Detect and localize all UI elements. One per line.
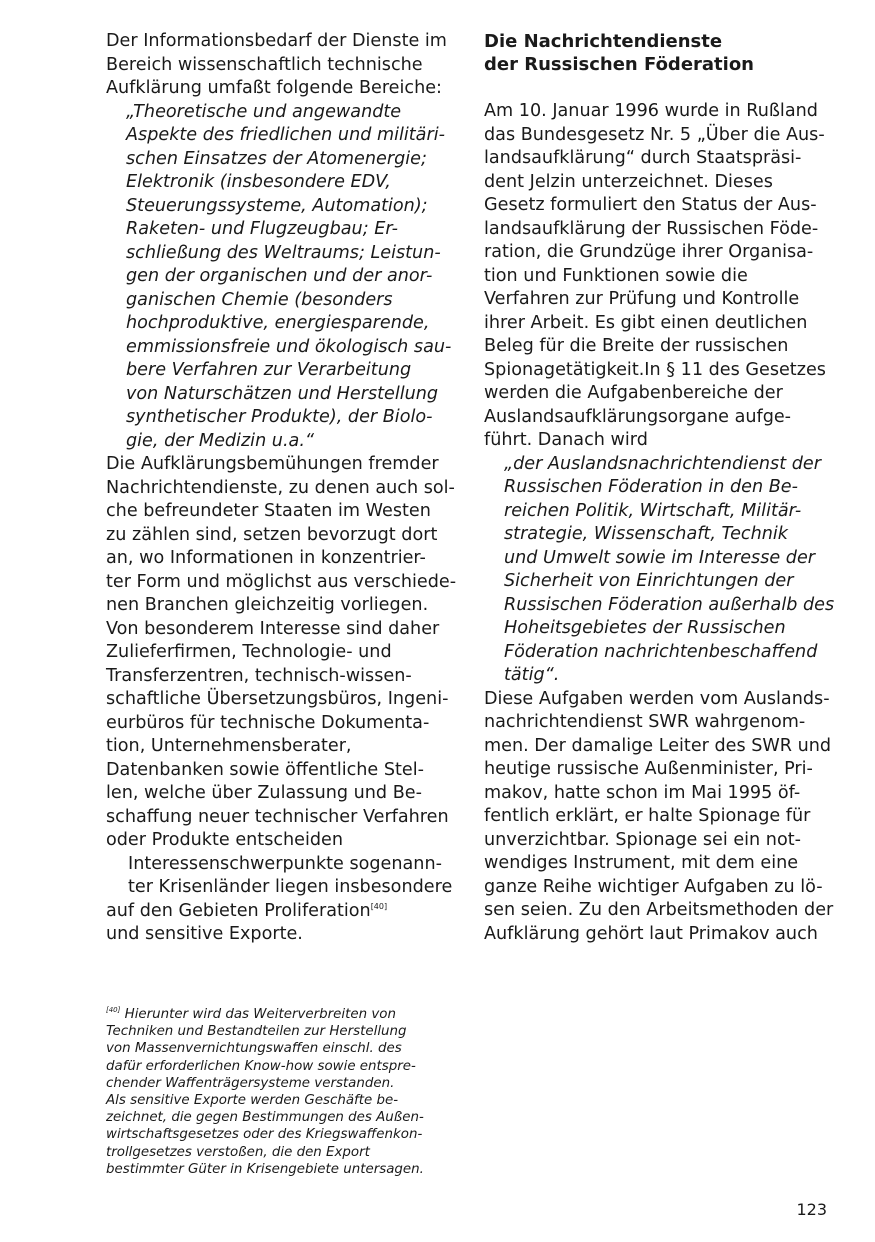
heading-spacer [484,76,829,100]
text-line: Nachrichtendienste, zu denen auch sol- [106,477,455,498]
text-line: Spionagetätigkeit.In § 11 des Gesetzes [484,359,826,380]
text-line: landsaufklärung der Russischen Föde- [484,218,819,239]
left-paragraph-1 [106,30,451,101]
text-line: ter Krisenländer liegen insbesondere [128,877,453,897]
text-line: Von besonderem Interesse sind daher [106,618,440,639]
text-line: Elektronik (insbesondere EDV, [126,172,391,192]
text-line: Die Nachrichtendienste [484,31,723,52]
text-line: trollgesetzes verstoßen, die den Export [106,1144,370,1160]
footnote-marker: [40] [106,1006,121,1014]
text-line: reichen Politik, Wirtschaft, Militär- [504,500,802,521]
text-line: synthetischer Produkte), der Biolo- [126,407,433,427]
footnote-body [106,1023,451,1178]
text-line: Verfahren zur Prüfung und Kontrolle [484,289,800,309]
text-line: fentlich erklärt, er halte Spionage für [484,806,811,826]
text-line: strategie, Wissenschaft, Technik [504,524,788,544]
text-line: wirtschaftsgesetzes oder des Kriegswaffenkon- [106,1127,423,1143]
text-line: Bereich wissenschaftlich technische [106,54,423,75]
text-line: führt. Danach wird [484,430,648,450]
text-line: schen Einsatzes der Atomenergie; [126,148,427,169]
left-quote [106,101,451,454]
footnote-text: Hierunter wird das Weiterverbreiten von [124,1007,396,1022]
text-line: gie, der Medizin u.a.“ [126,430,315,451]
left-paragraph-2 [106,453,457,853]
text-line: Sicherheit von Einrichtungen der [504,571,794,591]
text-line: gen der organischen und der anor- [126,266,433,286]
right-paragraph-2 [484,688,834,947]
text-line: zeichnet, die gegen Bestimmungen des Außen- [106,1110,424,1126]
text-line: ter Form und möglichst aus verschiede- [106,571,457,592]
right-column [484,30,835,946]
text-line: men. Der damalige Leiter des SWR und [484,735,832,756]
text-line: tion und Funktionen sowie die [484,265,748,286]
text-line: landsaufklärung“ durch Staatspräsi- [484,148,802,168]
text-line: Transferzentren, technisch-wissen- [106,665,412,686]
text-line: Am 10. Januar 1996 wurde in Rußland [484,101,818,121]
text-line: Steuerungssysteme, Automation); [126,195,428,216]
text-line: nachrichtendienst SWR wahrgenom- [484,712,806,732]
text-line: ganischen Chemie (besonders [126,289,393,310]
right-paragraph-1 [484,100,829,453]
text-line: Datenbanken sowie öffentliche Stel- [106,759,424,780]
text-line: ration, die Grundzüge ihrer Organisa- [484,242,814,262]
page-number: 123 [796,1200,827,1219]
text-line: schaffung neuer technischer Verfahren [106,806,449,827]
text-line: und Umwelt sowie im Interesse der [504,547,816,568]
text-line: das Bundesgesetz Nr. 5 „Über die Aus- [484,124,825,145]
text-line: „Theoretische und angewandte [126,101,402,122]
left-paragraph-3-line-ref [106,900,451,924]
text-line: bere Verfahren zur Verarbeitung [126,360,412,380]
text-line: eurbüros für technische Dokumenta- [106,712,430,733]
text-line: che befreundeter Staaten im Westen [106,501,431,521]
text-line: bestimmter Güter in Krisengebiete untersagen. [106,1161,424,1177]
text-line: schaftliche Übersetzungsbüros, Ingeni- [106,689,449,709]
text-line: von Naturschätzen und Herstellung [126,383,439,404]
left-paragraph-3 [106,853,451,947]
text-line: an, wo Informationen in konzentrier- [106,548,426,568]
footnote-first-line [106,1006,451,1023]
text-line: auf den Gebieten Proliferation [106,900,371,921]
text-line: chender Waffenträgersysteme verstanden. [106,1075,395,1091]
text-line: ganze Reihe wichtiger Aufgaben zu lö- [484,876,823,897]
text-line: tätig“. [504,665,560,685]
text-line: ihrer Arbeit. Es gibt einen deutlichen [484,312,808,333]
text-line: sen seien. Zu den Arbeitsmethoden der [484,900,834,920]
text-line: dent Jelzin unterzeichnet. Dieses [484,171,773,192]
text-line: Gesetz formuliert den Status der Aus- [484,195,817,215]
text-line: „der Auslandsnachrichtendienst der [504,453,821,474]
text-line: Russischen Föderation in den Be- [504,477,798,497]
text-line: unverzichtbar. Spionage sei ein not- [484,829,801,850]
text-line: Beleg für die Breite der russischen [484,336,789,356]
text-line: heutige russische Außenminister, Pri- [484,759,813,779]
text-line: hochproduktive, energiesparende, [126,313,430,333]
left-column [106,30,457,947]
left-paragraph-3-lines [106,853,451,900]
text-line: Diese Aufgaben werden vom Auslands- [484,688,830,709]
text-line: Aufklärung gehört laut Primakov auch [484,923,818,944]
text-line: emmissionsfreie und ökologisch sau- [126,336,452,357]
text-line: Russischen Föderation außerhalb des [504,594,835,615]
text-line: Der Informationsbedarf der Dienste im [106,31,447,51]
right-quote [484,453,835,688]
text-line: makov, hatte schon im Mai 1995 öf- [484,782,801,803]
text-line: der Russischen Föderation [484,54,754,75]
text-line: wendiges Instrument, mit dem eine [484,853,799,873]
text-line: oder Produkte entscheiden [106,830,344,850]
text-line: Hoheitsgebietes der Russischen [504,618,786,638]
text-line: Auslandsaufklärungsorgane aufge- [484,406,792,427]
text-line: und sensitive Exporte. [106,924,303,944]
text-line: Föderation nachrichtenbeschaffend [504,641,818,662]
footnote-reference[interactable]: [40] [370,901,388,911]
text-line: nen Branchen gleichzeitig vorliegen. [106,595,429,615]
text-line: von Massenvernichtungswaffen einschl. des [106,1041,402,1057]
text-line: Zulieferfirmen, Technologie- und [106,642,392,662]
text-line: Aspekte des friedlichen und militäri- [126,125,445,145]
text-line: Als sensitive Exporte werden Geschäfte be- [106,1093,399,1109]
text-line: len, welche über Zulassung und Be- [106,783,422,803]
text-line: schließung des Weltraums; Leistun- [126,242,441,263]
text-line: Raketen- und Flugzeugbau; Er- [126,219,398,239]
text-line: Aufklärung umfaßt folgende Bereiche: [106,78,442,98]
text-line: Techniken und Bestandteilen zur Herstellung [106,1024,407,1040]
text-line: tion, Unternehmensberater, [106,736,352,756]
text-line: dafür erforderlichen Know-how sowie entspre- [106,1058,416,1074]
text-line: Die Aufklärungsbemühungen fremder [106,454,439,474]
footnote [106,1006,451,1178]
text-line: zu zählen sind, setzen bevorzugt dort [106,524,438,545]
text-line: Interessenschwerpunkte sogenann- [128,853,442,874]
text-line: werden die Aufgabenbereiche der [484,383,783,403]
section-heading [484,30,829,76]
